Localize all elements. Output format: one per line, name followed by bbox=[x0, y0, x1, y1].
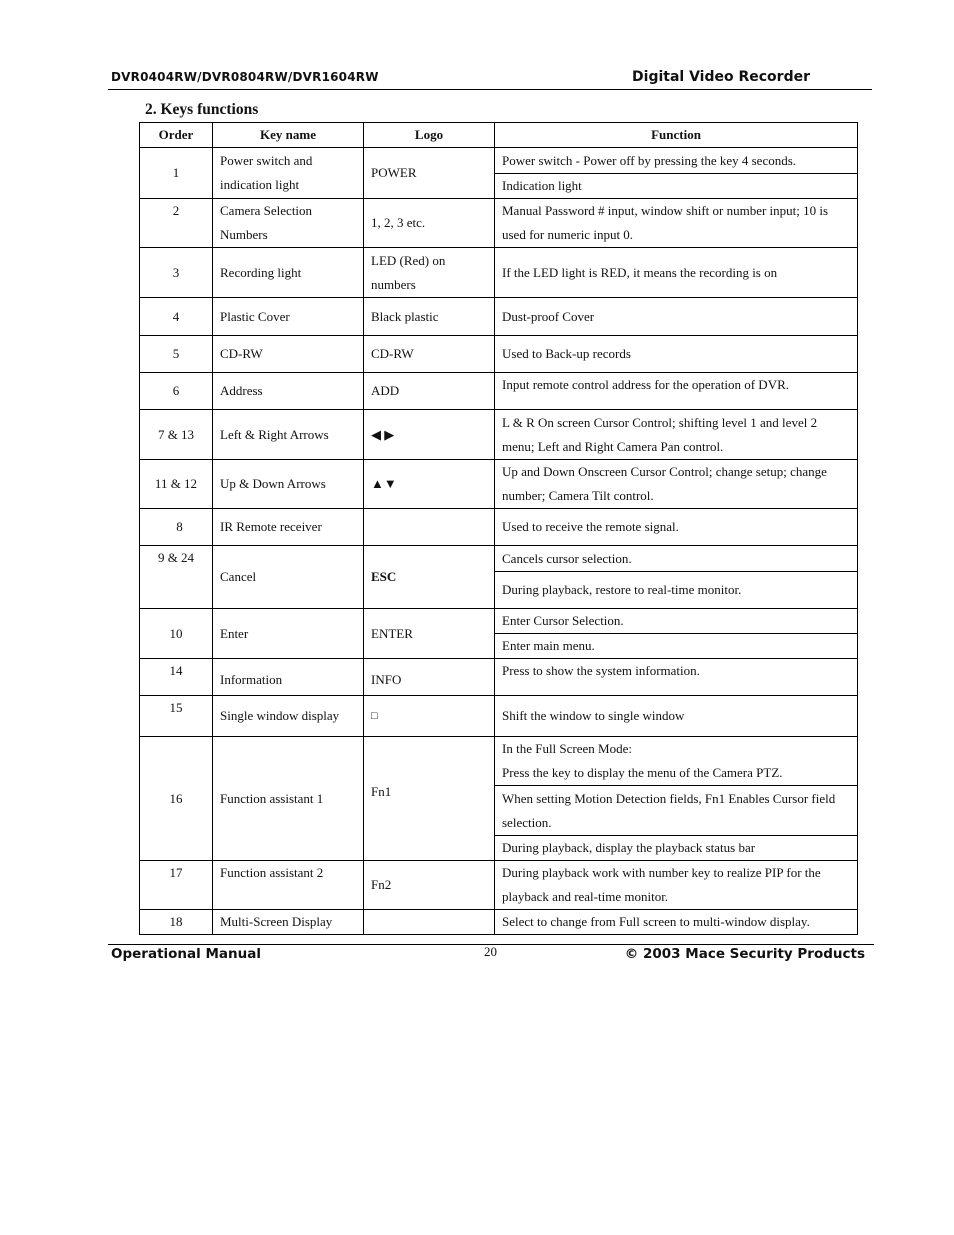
left-right-arrows-icon: ◀ ▶ bbox=[364, 410, 495, 460]
logo-cell: ESC bbox=[364, 546, 495, 609]
table-row bbox=[140, 410, 858, 460]
order-cell: 11 & 12 bbox=[140, 460, 213, 509]
page-number: 20 bbox=[484, 944, 497, 959]
table-row bbox=[140, 509, 858, 546]
table-row bbox=[140, 696, 858, 737]
function-line: In the Full Screen Mode: bbox=[502, 741, 632, 756]
function-cell: During playback, restore to real-time monitor. bbox=[495, 572, 858, 609]
logo-cell bbox=[364, 509, 495, 546]
key-name-cell: IR Remote receiver bbox=[213, 509, 364, 546]
table-row bbox=[140, 298, 858, 336]
function-cell: When setting Motion Detection fields, Fn1 Enables Cursor field selection. bbox=[495, 786, 858, 836]
header-product: Digital Video Recorder bbox=[632, 69, 810, 85]
function-cell: Shift the window to single window bbox=[495, 696, 858, 737]
table-row bbox=[140, 861, 858, 910]
header-models: DVR0404RW/DVR0804RW/DVR1604RW bbox=[111, 70, 379, 84]
logo-cell: Black plastic bbox=[364, 298, 495, 336]
logo-cell: 1, 2, 3 etc. bbox=[364, 199, 495, 248]
key-name-cell: Single window display bbox=[213, 696, 364, 737]
column-header-logo: Logo bbox=[364, 123, 495, 148]
function-cell: Indication light bbox=[495, 174, 858, 199]
key-name-cell: Left & Right Arrows bbox=[213, 410, 364, 460]
logo-cell: ADD bbox=[364, 373, 495, 410]
table-row bbox=[140, 609, 858, 634]
table-row bbox=[140, 373, 858, 410]
order-cell: 14 bbox=[140, 659, 213, 696]
key-name-cell: Enter bbox=[213, 609, 364, 659]
table-header-row bbox=[140, 123, 858, 148]
key-name-cell: Address bbox=[213, 373, 364, 410]
key-name-cell: Function assistant 1 bbox=[213, 737, 364, 861]
key-name-cell: Plastic Cover bbox=[213, 298, 364, 336]
order-cell: 4 bbox=[140, 298, 213, 336]
function-cell: L & R On screen Cursor Control; shifting level 1 and level 2 menu; Left and Right Camera Pan control. bbox=[495, 410, 858, 460]
table-row bbox=[140, 460, 858, 509]
table-row bbox=[140, 910, 858, 935]
key-name-cell: Multi-Screen Display bbox=[213, 910, 364, 935]
logo-cell: Fn1 bbox=[364, 737, 495, 861]
order-cell: 16 bbox=[140, 737, 213, 861]
order-cell: 9 & 24 bbox=[140, 546, 213, 609]
column-header-order: Order bbox=[140, 123, 213, 148]
order-cell: 7 & 13 bbox=[140, 410, 213, 460]
table-row bbox=[140, 248, 858, 298]
order-cell: 18 bbox=[140, 910, 213, 935]
table-row bbox=[140, 737, 858, 786]
order-cell: 2 bbox=[140, 199, 213, 248]
key-name-cell: Up & Down Arrows bbox=[213, 460, 364, 509]
function-cell: Up and Down Onscreen Cursor Control; change setup; change number; Camera Tilt control. bbox=[495, 460, 858, 509]
function-cell: Enter Cursor Selection. bbox=[495, 609, 858, 634]
table-row bbox=[140, 336, 858, 373]
function-cell: Used to receive the remote signal. bbox=[495, 509, 858, 546]
section-title: 2. Keys functions bbox=[145, 101, 259, 118]
logo-cell: LED (Red) on numbers bbox=[364, 248, 495, 298]
order-cell: 8 bbox=[140, 509, 213, 546]
function-cell: Used to Back-up records bbox=[495, 336, 858, 373]
key-name-cell: CD-RW bbox=[213, 336, 364, 373]
key-name-cell: Power switch and indication light bbox=[213, 148, 364, 199]
function-cell: Dust-proof Cover bbox=[495, 298, 858, 336]
function-cell: Select to change from Full screen to multi-window display. bbox=[495, 910, 858, 935]
column-header-function: Function bbox=[495, 123, 858, 148]
key-name-cell: Recording light bbox=[213, 248, 364, 298]
order-cell: 17 bbox=[140, 861, 213, 910]
table-row bbox=[140, 199, 858, 248]
table-row bbox=[140, 659, 858, 696]
key-name-cell: Function assistant 2 bbox=[213, 861, 364, 910]
function-cell: During playback, display the playback status bar bbox=[495, 836, 858, 861]
function-cell: Enter main menu. bbox=[495, 634, 858, 659]
function-line: Press the key to display the menu of the Camera PTZ. bbox=[502, 765, 783, 780]
order-cell: 15 bbox=[140, 696, 213, 737]
logo-cell: Fn2 bbox=[364, 861, 495, 910]
header-rule bbox=[108, 89, 872, 90]
keys-functions-table bbox=[139, 122, 858, 935]
order-cell: 3 bbox=[140, 248, 213, 298]
key-name-cell: Cancel bbox=[213, 546, 364, 609]
order-cell: 10 bbox=[140, 609, 213, 659]
function-cell: Press to show the system information. bbox=[495, 659, 858, 696]
function-cell: During playback work with number key to realize PIP for the playback and real-time monitor. bbox=[495, 861, 858, 910]
table-row bbox=[140, 546, 858, 572]
footer-copyright: © 2003 Mace Security Products bbox=[624, 946, 865, 962]
logo-cell bbox=[364, 910, 495, 935]
order-cell: 5 bbox=[140, 336, 213, 373]
function-cell: If the LED light is RED, it means the recording is on bbox=[495, 248, 858, 298]
logo-cell: INFO bbox=[364, 659, 495, 696]
logo-cell: CD-RW bbox=[364, 336, 495, 373]
key-name-cell: Information bbox=[213, 659, 364, 696]
up-down-arrows-icon: ▲▼ bbox=[364, 460, 495, 509]
order-cell: 1 bbox=[140, 148, 213, 199]
table-row bbox=[140, 148, 858, 174]
logo-cell: POWER bbox=[364, 148, 495, 199]
order-cell: 6 bbox=[140, 373, 213, 410]
single-window-icon: □ bbox=[364, 696, 495, 737]
function-cell: Cancels cursor selection. bbox=[495, 546, 858, 572]
key-name-cell: Camera Selection Numbers bbox=[213, 199, 364, 248]
footer-manual-title: Operational Manual bbox=[111, 946, 261, 962]
function-cell: Input remote control address for the operation of DVR. bbox=[495, 373, 858, 410]
logo-cell: ENTER bbox=[364, 609, 495, 659]
function-cell: Power switch - Power off by pressing the key 4 seconds. bbox=[495, 148, 858, 174]
function-cell: Manual Password # input, window shift or number input; 10 is used for numeric input 0. bbox=[495, 199, 858, 248]
column-header-key-name: Key name bbox=[213, 123, 364, 148]
function-cell bbox=[495, 737, 858, 786]
